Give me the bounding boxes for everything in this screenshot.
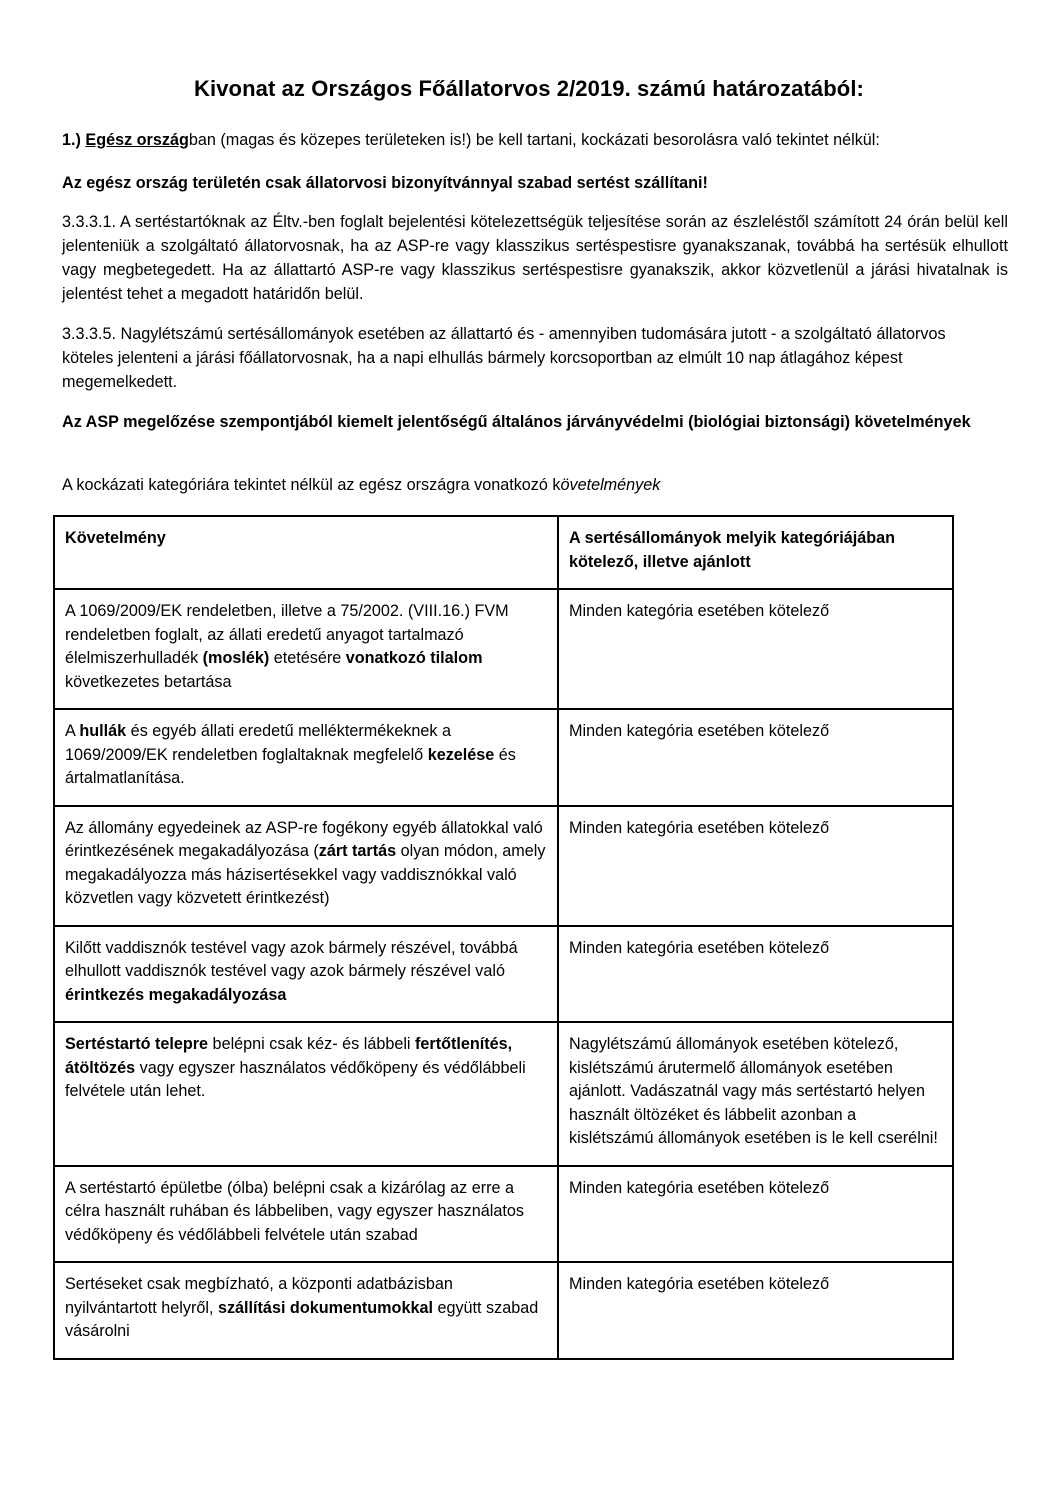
table-row (54, 589, 953, 709)
requirement-emphasis: Sertéstartó telepre (65, 1035, 209, 1053)
table-row (54, 709, 953, 806)
page-title: Kivonat az Országos Főállatorvos 2/2019. számú határozatából: (194, 76, 864, 101)
requirement-emphasis: vonatkozó tilalom (345, 649, 483, 667)
category-cell: Minden kategória esetében kötelező (558, 589, 953, 709)
requirement-cell (54, 926, 558, 1023)
table-row (54, 926, 953, 1023)
table-row (54, 1166, 953, 1263)
requirement-emphasis: kezelése (427, 745, 495, 764)
category-cell: Minden kategória esetében kötelező (558, 1166, 953, 1263)
intro-text: ban (magas és közepes területeken is!) be kell tartani, kockázati besorolásra való tekintet nélkül: (188, 131, 880, 149)
intro-prefix: 1.) (62, 131, 86, 149)
table-header-row (54, 516, 953, 589)
category-cell: Minden kategória esetében kötelező (558, 1262, 953, 1359)
requirement-emphasis: érintkezés megakadályozása (65, 985, 287, 1004)
table-row (54, 1262, 953, 1359)
table-row (54, 1022, 953, 1166)
requirement-cell (54, 1166, 558, 1263)
requirement-text: belépni csak kéz- és lábbeli (208, 1035, 416, 1053)
paragraph-3-3-3-5: 3.3.3.5. Nagylétszámú sertésállományok esetében az állattartó és - amennyiben tudomására jutott - a szolgáltató állatorvos köteles jelenteni a járási főállatorvosnak, ha a napi elhullás bármely korcsoportban az elmúlt 10 nap átlagához képest megemelkedett. (62, 325, 946, 391)
requirement-cell (54, 709, 558, 806)
header-category: A sertésállományok melyik kategóriájában kötelező, illetve ajánlott (558, 516, 953, 589)
category-cell: Nagylétszámú állományok esetében kötelező, kislétszámú árutermelő állományok esetében ajánlott. Vadászatnál vagy más sertéstartó helyen használt öltözéket és lábbelit azonban a kislétszámú állományok esetében is le kell cserélni! (558, 1022, 953, 1166)
intro-emphasis: Egész ország (85, 131, 189, 149)
header-requirement: Követelmény (54, 516, 558, 589)
requirement-text: és ártalmatlanítása. (65, 745, 516, 787)
requirement-text: A 1069/2009/EK rendeletben, illetve a 75/2002. (VIII.16.) FVM rendeletben foglalt, az állati eredetű anyagot tartalmazó élelmiszerhulladék (65, 602, 509, 667)
requirement-cell (54, 589, 558, 709)
requirement-emphasis: zárt tartás (318, 842, 397, 860)
intro-paragraph (62, 128, 1008, 152)
requirement-emphasis: (moslék) (202, 649, 270, 667)
transport-notice: Az egész ország területén csak állatorvosi bizonyítvánnyal szabad sertést szállítani! (62, 174, 708, 192)
requirement-text: A (65, 722, 80, 740)
requirement-emphasis: fertőtlenítés, átöltözés (65, 1035, 513, 1077)
requirement-emphasis: hullák (79, 722, 127, 740)
requirement-text: Kilőtt vaddisznók testével vagy azok bármely részével, továbbá elhullott vaddisznók testével vagy azok bármely részével való (65, 938, 518, 980)
requirement-text: együtt szabad vásárolni (65, 1298, 539, 1340)
requirement-text: olyan módon, amely megakadályozza más házisertésekkel vagy vaddisznókkal való közvetlen vagy közvetett érintkezést) (65, 842, 546, 907)
table-caption (62, 473, 1008, 497)
requirement-text: következetes betartása (65, 672, 232, 691)
category-cell: Minden kategória esetében kötelező (558, 709, 953, 806)
table-row (54, 806, 953, 926)
paragraph-3-3-3-1: 3.3.3.1. A sertéstartóknak az Éltv.-ben foglalt bejelentési kötelezettségük teljesítése során az észleléstől számított 24 órán belül kell jelenteniük a szolgáltató állatorvosnak, ha az ASP-re vagy klasszikus sertéspestisre gyanakszanak, továbbá ha sertésük elhullott vagy megbetegedett. Ha az állattartó ASP-re vagy klasszikus sertéspestisre gyanakszik, akkor közvetlenül a járási hivatalnak is jelentést tehet a megadott határidőn belül. (62, 213, 1008, 303)
requirement-text: etetésére (269, 649, 346, 667)
requirement-cell (54, 1022, 558, 1166)
requirement-cell (54, 1262, 558, 1359)
caption-text: A kockázati kategóriára tekintet nélkül az egész országra vonatkozó k (62, 476, 561, 494)
caption-italic: övetelmények (560, 476, 661, 494)
requirement-text: Sertéseket csak megbízható, a központi adatbázisban nyilvántartott helyről, (65, 1275, 453, 1317)
requirement-emphasis: szállítási dokumentumokkal (217, 1298, 433, 1317)
requirements-table (53, 515, 954, 1360)
requirement-text: vagy egyszer használatos védőköpeny és védőlábbeli felvétele után lehet. (65, 1058, 526, 1100)
category-cell: Minden kategória esetében kötelező (558, 806, 953, 926)
requirement-cell (54, 806, 558, 926)
category-cell: Minden kategória esetében kötelező (558, 926, 953, 1023)
requirement-text: és egyéb állati eredetű melléktermékeknek a 1069/2009/EK rendeletben foglaltaknak megfelelő (65, 722, 452, 764)
requirement-text: Az állomány egyedeinek az ASP-re fogékony egyéb állatokkal való érintkezésének megakadályozása ( (65, 818, 543, 860)
requirement-text: A sertéstartó épületbe (ólba) belépni csak a kizárólag az erre a célra használt ruhában és lábbeliben, vagy egyszer használatos védőköpeny és védőlábbeli felvétele után szabad (65, 1178, 524, 1244)
section-heading: Az ASP megelőzése szempontjából kiemelt jelentőségű általános járványvédelmi (biológiai biztonsági) követelmények (62, 413, 971, 431)
